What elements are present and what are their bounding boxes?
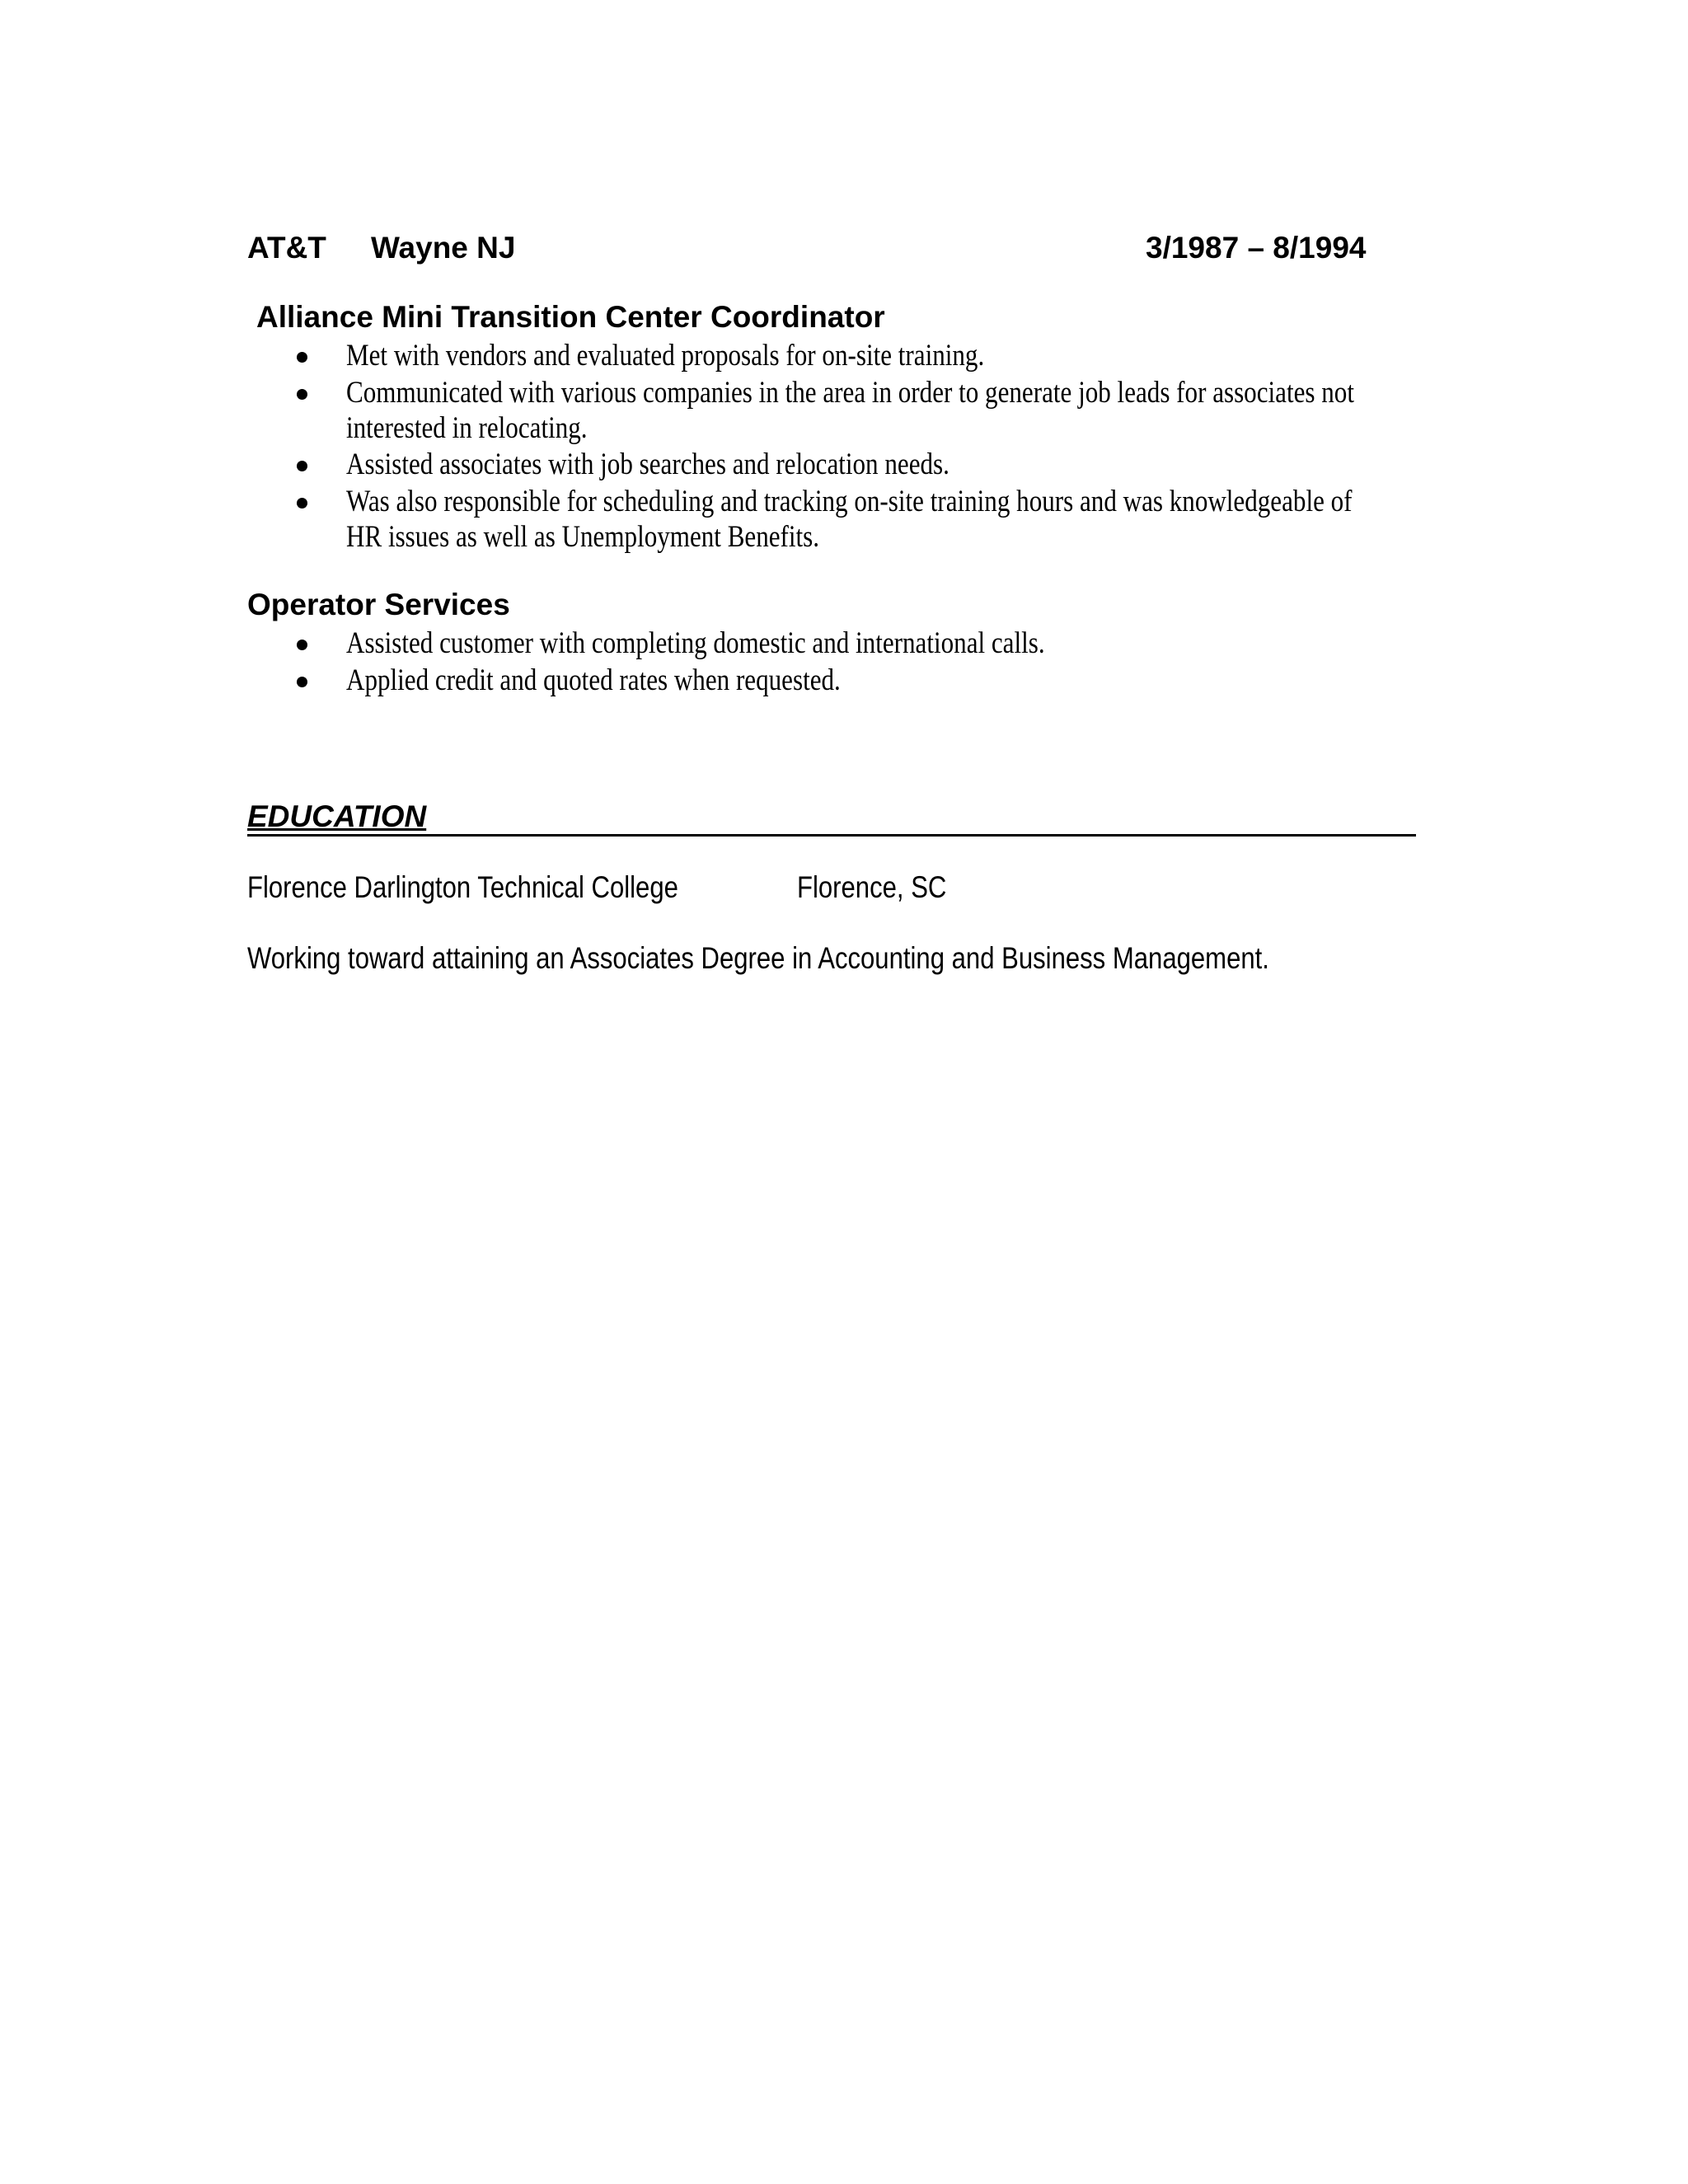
bullet-icon [297, 352, 307, 363]
employment-dates: 3/1987 – 8/1994 [1146, 231, 1367, 265]
school-name: Florence Darlington Technical College [247, 870, 678, 904]
education-heading: EDUCATION [247, 799, 427, 833]
bullet-line: Met with vendors and evaluated proposals for on-site training. [346, 339, 985, 373]
section-divider [247, 834, 1416, 837]
bullet-line: Was also responsible for scheduling and tracking on-site training hours and was knowledgeable of [346, 485, 1353, 518]
employer-name: AT&T [247, 231, 326, 265]
role-title: Alliance Mini Transition Center Coordinator [256, 300, 885, 334]
bullet-line: Assisted customer with completing domestic and international calls. [346, 626, 1045, 660]
bullet-icon [297, 461, 307, 471]
bullet-icon [297, 677, 307, 687]
bullet-line: Communicated with various companies in the area in order to generate job leads for associates not [346, 376, 1354, 410]
school-location: Florence, SC [797, 870, 947, 904]
role-title: Operator Services [247, 588, 510, 621]
bullet-line: Applied credit and quoted rates when requested. [346, 663, 841, 697]
education-note: Working toward attaining an Associates Degree in Accounting and Business Management. [247, 941, 1269, 975]
bullet-line: HR issues as well as Unemployment Benefits. [346, 520, 820, 554]
bullet-line: interested in relocating. [346, 411, 588, 445]
bullet-icon [297, 498, 307, 509]
bullet-line: Assisted associates with job searches and relocation needs. [346, 448, 950, 481]
bullet-icon [297, 389, 307, 400]
employer-location: Wayne NJ [371, 231, 516, 265]
bullet-icon [297, 640, 307, 650]
